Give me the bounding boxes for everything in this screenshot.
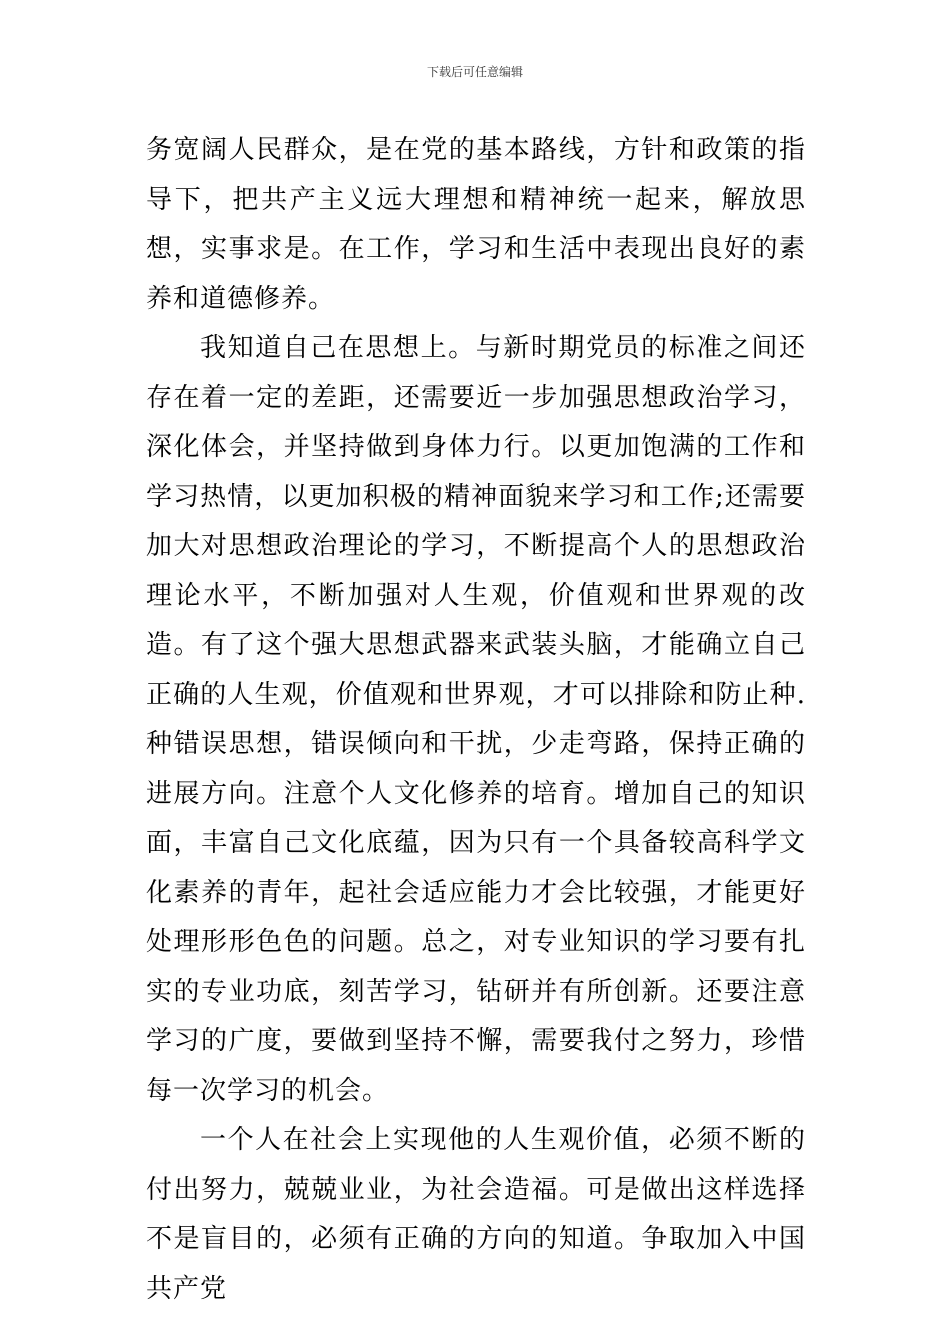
paragraph-continuation: 务宽阔人民群众，是在党的基本路线，方针和政策的指导下，把共产主义远大理想和精神统一起来，解放思想，实事求是。在工作，学习和生活中表现出良好的素养和道德修养。 — [146, 135, 806, 314]
paragraph-life-value: 一个人在社会上实现他的人生观价值，必须不断的付出努力，兢兢业业，为社会造福。可是做出这样选择不是盲目的，必须有正确的方向的知道。争取加入中国共产党 — [146, 1125, 806, 1304]
paragraph-thoughts: 我知道自己在思想上。与新时期党员的标准之间还存在着一定的差距，还需要近一步加强思想政治学习，深化体会，并坚持做到身体力行。以更加饱满的工作和学习热情，以更加积极的精神面貌来学习和工作;还需要加大对思想政治理论的学习，不断提高个人的思想政治理论水平，不断加强对人生观，价值观和世界观的改造。有了这个强大思想武器来武装头脑，才能确立自己正确的人生观，价值观和世界观，才可以排除和防止种.种错误思想，错误倾向和干扰，少走弯路，保持正确的进展方向。注意个人文化修养的培育。增加自己的知识面，丰富自己文化底蕴，因为只有一个具备较高科学文化素养的青年，起社会适应能力才会比较强，才能更好处理形形色色的问题。总之，对专业知识的学习要有扎实的专业功底，刻苦学习，钻研并有所创新。还要注意学习的广度，要做到坚持不懈，需要我付之努力，珍惜每一次学习的机会。 — [146, 333, 806, 1106]
document-body — [146, 126, 806, 1314]
page-header: 下载后可任意编辑 — [426, 65, 523, 79]
